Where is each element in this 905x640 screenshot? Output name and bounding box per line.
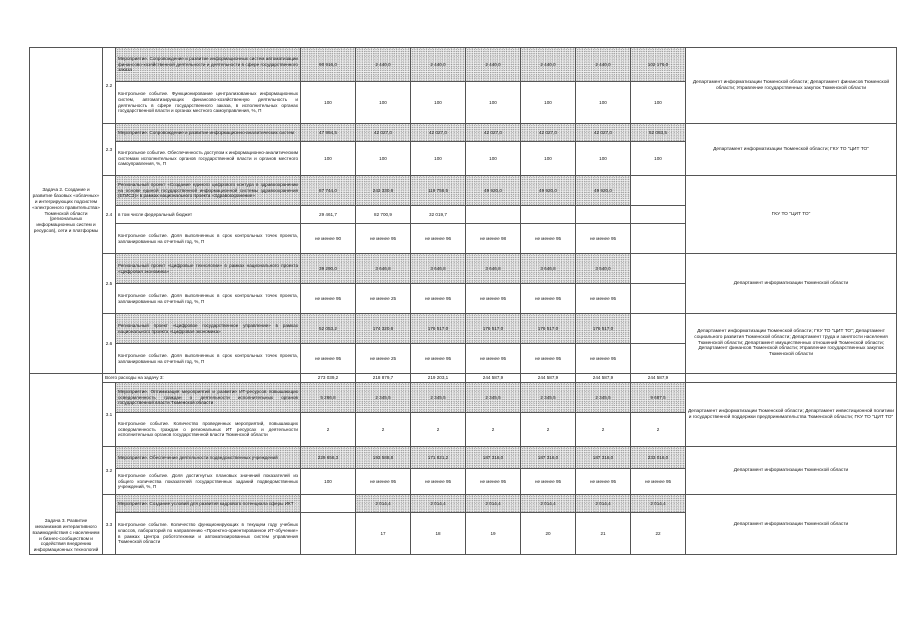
value-cell: 2 014,4 (521, 495, 576, 513)
value-cell: 2 (576, 413, 631, 447)
responsible-cell: Департамент информатизации Тюменской области; ГКУ ТО "ЦИТ ТО"; Департамент социального развития Тюменской области; Департамент труда и занятости населения Тюменской области; Департамент имущественных отношений Тюменской области; Департамент финансов Тюменской области; Управление государственных закупок Тюменской области (686, 314, 897, 374)
value-cell: 47 994,5 (301, 124, 356, 142)
value-cell: 100 (466, 142, 521, 176)
value-cell: 187 316,0 (466, 447, 521, 469)
value-cell: не менее 95 (411, 469, 466, 495)
value-cell: 176 517,0 (466, 314, 521, 344)
value-cell: не менее 25 (356, 284, 411, 314)
value-cell: 244 587,9 (576, 374, 631, 383)
value-cell: 2 014,4 (356, 495, 411, 513)
control-description: Контрольное событие. Функционирование централизованных информационных систем, автоматизирующих финансово-хозяйственную деятельность и деятельность в сфере государственного заказа, в исполнительных органах государственной власти и органах местного самоуправления, %, П (116, 82, 301, 124)
value-cell: 233 016,0 (631, 447, 686, 469)
event-description: Мероприятие. Создание условий для развития кадрового потенциала сферы ИКТ (116, 495, 301, 513)
value-cell: 49 920,0 (466, 176, 521, 206)
value-cell: 219 203,1 (411, 374, 466, 383)
value-cell: 9 687,5 (631, 383, 686, 413)
value-cell: 229 656,3 (301, 447, 356, 469)
value-cell: не менее 98 (466, 224, 521, 254)
value-cell: не менее 95 (521, 469, 576, 495)
value-cell (631, 284, 686, 314)
value-cell: 218 879,7 (356, 374, 411, 383)
program-table (29, 47, 897, 555)
value-cell: 174 320,6 (356, 314, 411, 344)
task-3-cell (30, 374, 103, 555)
value-cell: 102 176,0 (631, 48, 686, 82)
value-cell: 2 (466, 413, 521, 447)
responsible-cell: Департамент информатизации Тюменской области (686, 254, 897, 314)
responsible-cell: Департамент информатизации Тюменской области; ГКУ ТО "ЦИТ ТО" (686, 124, 897, 176)
value-cell: 176 517,0 (576, 314, 631, 344)
value-cell: не менее 95 (576, 344, 631, 374)
value-cell (301, 513, 356, 555)
value-cell: 273 039,2 (301, 374, 356, 383)
value-cell: не менее 95 (411, 284, 466, 314)
row-3-2-event (30, 447, 897, 469)
value-cell: 100 (356, 142, 411, 176)
event-description: Региональный проект «Цифровое государственное управление» в рамках национального проекта «Цифровая экономика» (116, 314, 301, 344)
value-cell: 22 (631, 513, 686, 555)
row-number: 2.4 (103, 176, 116, 254)
value-cell: 19 (466, 513, 521, 555)
program-table-sheet (29, 47, 896, 555)
value-cell: 2 440,0 (356, 48, 411, 82)
value-cell: не менее 95 (466, 284, 521, 314)
value-cell (631, 206, 686, 224)
value-cell: не менее 90 (301, 224, 356, 254)
responsible-cell: Департамент информатизации Тюменской области; Департамент инвестиционной политики и государственной поддержки предпринимательства Тюменской области; ГКУ ТО "ЦИТ ТО" (686, 383, 897, 447)
value-cell: не менее 95 (301, 344, 356, 374)
row-number: 2.6 (103, 314, 116, 374)
value-cell (301, 495, 356, 513)
responsible-cell: Департамент информатизации Тюменской области (686, 495, 897, 555)
row-3-3-event (30, 495, 897, 513)
value-cell: не менее 95 (521, 344, 576, 374)
value-cell: 42 027,0 (466, 124, 521, 142)
value-cell: 90 916,0 (301, 48, 356, 82)
value-cell: 100 (521, 142, 576, 176)
value-cell: 100 (576, 82, 631, 124)
control-description: Контрольное событие. Количество проведенных мероприятий, повышающих осведомленность граждан о региональных ИТ ресурсах и деятельности исполнительных органов государственной власти Тюменской области (116, 413, 301, 447)
responsible-cell: ГКУ ТО "ЦИТ ТО" (686, 176, 897, 254)
value-cell: 2 (631, 413, 686, 447)
value-cell: 3 646,8 (466, 254, 521, 284)
value-cell: 39 290,0 (301, 254, 356, 284)
value-cell: 176 517,0 (411, 314, 466, 344)
responsible-cell: Департамент информатизации Тюменской области; Департамент финансов Тюменской области; Управление государственных закупок Тюменской области (686, 48, 897, 124)
value-cell: 100 (466, 82, 521, 124)
value-cell: 193 588,8 (356, 447, 411, 469)
value-cell: 100 (411, 82, 466, 124)
row-2-3-event (30, 124, 897, 142)
value-cell: 82 700,9 (356, 206, 411, 224)
value-cell: 2 (356, 413, 411, 447)
value-cell: 49 920,0 (521, 176, 576, 206)
value-cell: 100 (521, 82, 576, 124)
value-cell (631, 254, 686, 284)
row-2-2-event (30, 48, 897, 82)
value-cell: 87 744,0 (301, 176, 356, 206)
value-cell: 2 (301, 413, 356, 447)
value-cell: 2 345,5 (521, 383, 576, 413)
event-description: Региональный проект «Создание единого цифрового контура в здравоохранении на основе единой государственной информационной системы здравоохранения (ЕГИСЗ)» в рамках национального проекта «Здравоохранение» (116, 176, 301, 206)
value-cell (631, 344, 686, 374)
value-cell: 42 027,0 (576, 124, 631, 142)
value-cell: 2 345,5 (411, 383, 466, 413)
value-cell: 100 (301, 82, 356, 124)
value-cell: 187 316,0 (576, 447, 631, 469)
row-total-task-3 (30, 374, 897, 383)
value-cell: 171 821,2 (411, 447, 466, 469)
value-cell: 2 345,5 (356, 383, 411, 413)
value-cell: 2 440,0 (521, 48, 576, 82)
row-2-6-event (30, 314, 897, 344)
value-cell: 2 014,4 (466, 495, 521, 513)
value-cell: 20 (521, 513, 576, 555)
value-cell: 100 (576, 142, 631, 176)
event-description: Региональный проект «Цифровые технологии» в рамках национального проекта «Цифровая экономика» (116, 254, 301, 284)
value-cell: 187 316,0 (521, 447, 576, 469)
value-cell: не менее 95 (521, 224, 576, 254)
value-cell: 2 014,4 (576, 495, 631, 513)
value-cell: 42 027,0 (521, 124, 576, 142)
value-cell: не менее 95 (356, 469, 411, 495)
value-cell: 100 (631, 82, 686, 124)
value-cell: 3 540,0 (576, 254, 631, 284)
task-3-text: Задача 3. Развитие механизмов интерактивного взаимодействия с населением и бизнес-сообществом и содействия внедрению информационных технологий (32, 518, 100, 553)
value-cell (466, 206, 521, 224)
value-cell: не менее 95 (466, 344, 521, 374)
value-cell: 32 019,7 (411, 206, 466, 224)
value-cell (631, 314, 686, 344)
value-cell: не менее 95 (521, 284, 576, 314)
value-cell: 100 (301, 469, 356, 495)
row-2-4-event (30, 176, 897, 206)
value-cell: не менее 95 (466, 469, 521, 495)
control-description: Контрольное событие. Доля выполненных в срок контрольных точек проекта, запланированных на отчетный год, %, П (116, 344, 301, 374)
event-description: Мероприятие. Сопровождение и развитие информационно-аналитических систем (116, 124, 301, 142)
event-description: Мероприятие. Сопровождение и развитие информационных систем автоматизации финансово-хозяйственной деятельности и деятельности в сфере государственного заказа (116, 48, 301, 82)
row-number: 3.2 (103, 447, 116, 495)
event-description: Мероприятие. Оптимизация мероприятий и развитие ИТ-ресурсов повышающих осведомленность граждан о деятельности исполнительных органов государственной власти Тюменской области (116, 383, 301, 413)
value-cell: не менее 96 (411, 224, 466, 254)
control-description: Контрольное событие. Количество функционирующих в текущем году учебных классов, лабораторий по направлению «Проектно-ориентированное ИТ-обучение» в рамках Центра робототехники и автоматизированных систем управления Тюменской области (116, 513, 301, 555)
value-cell (631, 224, 686, 254)
value-cell: 29 461,7 (301, 206, 356, 224)
value-cell: 18 (411, 513, 466, 555)
value-cell: 3 646,8 (356, 254, 411, 284)
total-label: Всего расходы на задачу 3: (103, 374, 301, 383)
value-cell: 243 330,6 (356, 176, 411, 206)
value-cell: 2 440,0 (466, 48, 521, 82)
value-cell: 52 093,5 (631, 124, 686, 142)
control-description: Контрольное событие. Доля выполненных в срок контрольных точек проекта, запланированных на отчетный год, %, П (116, 284, 301, 314)
row-3-1-event (30, 383, 897, 413)
responsible-cell: Департамент информатизации Тюменской области (686, 447, 897, 495)
value-cell: не менее 95 (411, 344, 466, 374)
value-cell: не менее 95 (576, 224, 631, 254)
row-2-5-event (30, 254, 897, 284)
value-cell: не менее 95 (356, 224, 411, 254)
value-cell: 49 920,0 (576, 176, 631, 206)
value-cell: 2 014,4 (411, 495, 466, 513)
value-cell: 3 646,8 (521, 254, 576, 284)
federal-budget-label: в том числе федеральный бюджет (116, 206, 301, 224)
value-cell: 100 (411, 142, 466, 176)
control-description: Контрольное событие. Обеспеченность доступом к информационно-аналитическим системам исполнительных органов государственной власти и органов местного самоуправления, %, П (116, 142, 301, 176)
value-cell: 100 (301, 142, 356, 176)
row-number: 3.1 (103, 383, 116, 447)
value-cell: не менее 95 (576, 469, 631, 495)
value-cell: 52 053,2 (301, 314, 356, 344)
row-number: 2.5 (103, 254, 116, 314)
value-cell: 176 517,0 (521, 314, 576, 344)
value-cell: 2 440,0 (576, 48, 631, 82)
value-cell: 119 758,5 (411, 176, 466, 206)
value-cell: 2 (521, 413, 576, 447)
responsible-cell-empty (686, 374, 897, 383)
control-description: Контрольное событие. Доля выполненных в срок контрольных точек проекта, запланированных на отчетный год, %, П (116, 224, 301, 254)
row-number: 2.3 (103, 124, 116, 176)
value-cell (576, 206, 631, 224)
value-cell: 244 587,9 (466, 374, 521, 383)
value-cell: 17 (356, 513, 411, 555)
value-cell: 2 345,5 (466, 383, 521, 413)
event-description: Мероприятие. Обеспечение деятельности подведомственных учреждений (116, 447, 301, 469)
value-cell: 100 (356, 82, 411, 124)
value-cell: 2 345,5 (576, 383, 631, 413)
value-cell: 100 (631, 142, 686, 176)
value-cell: не менее 95 (631, 469, 686, 495)
value-cell: не менее 95 (301, 284, 356, 314)
row-number: 2.2 (103, 48, 116, 124)
value-cell: 42 027,0 (411, 124, 466, 142)
value-cell (631, 176, 686, 206)
row-number: 3.3 (103, 495, 116, 555)
value-cell: не менее 25 (356, 344, 411, 374)
value-cell: 244 587,9 (631, 374, 686, 383)
value-cell: 3 646,8 (411, 254, 466, 284)
value-cell: 244 587,9 (521, 374, 576, 383)
task-2-text: Задача 2. Создание и развитие базовых «облачных» и интегрирующих подсистем «электронного правительства» Тюменской области (региональных информационных систем и ресурсов), сети и платформы (32, 187, 100, 233)
control-description: Контрольное событие. Доля достигнутых плановых значений показателей из общего количества показателей государственных заданий подведомственных учреждений, %, П (116, 469, 301, 495)
value-cell: 2 014,4 (631, 495, 686, 513)
value-cell: 2 440,0 (411, 48, 466, 82)
value-cell: 5 266,8 (301, 383, 356, 413)
value-cell: не менее 95 (576, 284, 631, 314)
value-cell: 21 (576, 513, 631, 555)
task-2-cell (30, 48, 103, 374)
value-cell: 42 027,0 (356, 124, 411, 142)
value-cell (521, 206, 576, 224)
value-cell: 2 (411, 413, 466, 447)
